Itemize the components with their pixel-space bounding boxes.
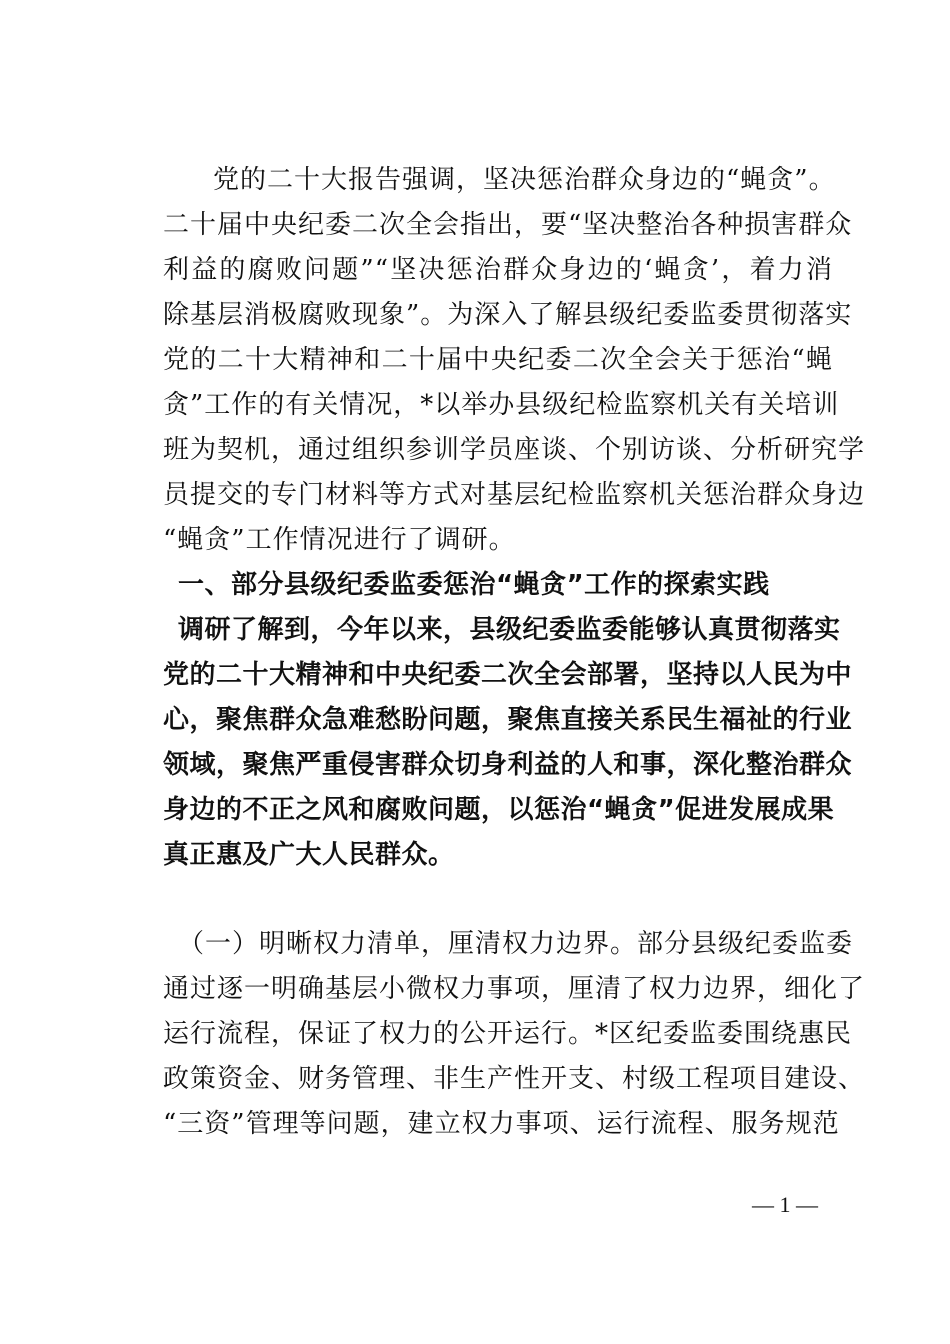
intro-line: 党的二十大报告强调，坚决惩治群众身边的“蝇贪”。 <box>213 165 836 195</box>
summary-line: 真正惠及广大人民群众。 <box>163 840 455 870</box>
summary-line: 身边的不正之风和腐败问题，以惩治“蝇贪”促进发展成果 <box>163 795 835 825</box>
page-number: — 1 — <box>752 1192 818 1217</box>
section1-line: （一）明晰权力清单，厘清权力边界。部分县级纪委监委 <box>178 929 854 959</box>
summary-line: 调研了解到，今年以来，县级纪委监委能够认真贯彻落实 <box>178 615 841 645</box>
summary-line: 党的二十大精神和中央纪委二次全会部署，坚持以人民为中 <box>163 660 853 690</box>
intro-line: 贪”工作的有关情况，*以举办县级纪检监察机关有关培训 <box>163 390 840 420</box>
section1-line: 运行流程，保证了权力的公开运行。*区纪委监委围绕惠民 <box>163 1019 853 1049</box>
intro-line: “蝇贪”工作情况进行了调研。 <box>163 525 516 555</box>
intro-line: 除基层消极腐败现象”。为深入了解县级纪委监委贯彻落实 <box>163 300 853 330</box>
summary-line: 领域，聚焦严重侵害群众切身利益的人和事，深化整治群众 <box>163 750 853 780</box>
section1-line: 政策资金、财务管理、非生产性开支、村级工程项目建设、 <box>163 1064 866 1094</box>
summary-line: 心，聚焦群众急难愁盼问题，聚焦直接关系民生福祉的行业 <box>163 705 853 735</box>
intro-line: 利益的腐败问题”“坚决惩治群众身边的‘蝇贪’，着力消 <box>163 255 833 285</box>
section1-line: “三资”管理等问题，建立权力事项、运行流程、服务规范 <box>163 1109 840 1139</box>
intro-line: 党的二十大精神和二十届中央纪委二次全会关于惩治“蝇 <box>163 345 833 375</box>
section-heading: 一、部分县级纪委监委惩治“蝇贪”工作的探索实践 <box>178 570 770 600</box>
section1-line: 通过逐一明确基层小微权力事项，厘清了权力边界，细化了 <box>163 974 866 1004</box>
intro-line: 员提交的专门材料等方式对基层纪检监察机关惩治群众身边 <box>163 480 866 510</box>
intro-line: 班为契机，通过组织参训学员座谈、个别访谈、分析研究学 <box>163 435 866 465</box>
intro-line: 二十届中央纪委二次全会指出，要“坚决整治各种损害群众 <box>163 210 853 240</box>
